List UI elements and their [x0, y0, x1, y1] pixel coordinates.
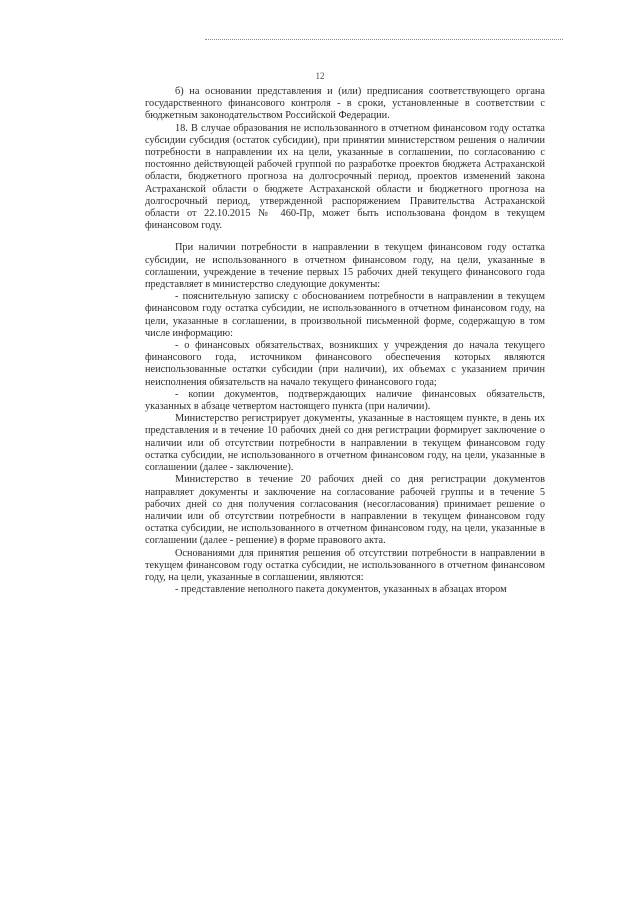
paragraph: - о финансовых обязательствах, возникших у учреждения до начала текущего финансового года, источником финансового обеспечения которых являются неиспользованные остатки субсидии (при наличии), их объемах с указанием причин неисполнения обязательств на начало текущего финансового года;	[145, 340, 545, 388]
header-dotted-rule	[205, 39, 563, 40]
document-body	[145, 86, 545, 596]
paragraph: б) на основании представления и (или) предписания соответствующего органа государственного финансового контроля - в сроки, установленные в соответствии с бюджетным законодательством Российской Федерации.	[145, 86, 545, 122]
paragraph: - копии документов, подтверждающих наличие финансовых обязательств, указанных в абзаце четвертом настоящего пункта (при наличии).	[145, 388, 545, 413]
paragraph: Министерство в течение 20 рабочих дней со дня регистрации документов направляет документы и заключение на согласование рабочей группы и в течение 5 рабочих дней со дня получения согласования (несогласования) принимает решение о наличии или об отсутствии потребности в направлении в текущем финансовом году остатка субсидии, не использованного в отчетном финансовом году, на цели, указанные в соглашении (далее - решение) в форме правового акта.	[145, 474, 545, 547]
paragraph: Основаниями для принятия решения об отсутствии потребности в направлении в текущем финансовом году остатка субсидии, не использованного в отчетном финансовом году, на цели, указанные в соглашении, являются:	[145, 547, 545, 583]
paragraph: - представление неполного пакета документов, указанных в абзацах втором	[175, 584, 507, 596]
paragraph: 18. В случае образования не использованного в отчетном финансовом году остатка субсидии субсидия (остаток субсидии), при принятии министерством решения о наличии потребности в направлении их на цели, указанные в соглашении, по согласованию с постоянно действующей рабочей группой по разработке проектов бюджета Астраханской области, бюджетного прогноза на долгосрочный период, проектов изменений закона Астраханской области о бюджете Астраханской области и бюджетного прогноза на долгосрочный период, утвержденной распоряжением Правительства Астраханской области от 22.10.2015 № 460-Пр, может быть использована фондом в текущем финансовом году.	[145, 122, 545, 232]
page-number: 12	[315, 71, 325, 81]
paragraph: - пояснительную записку с обоснованием потребности в направлении в текущем финансовом году остатка субсидии, не использованного в отчетном финансовом году, на цели, указанные в соглашении, в произвольной письменной форме, содержащую в том числе информацию:	[145, 291, 545, 339]
paragraph: При наличии потребности в направлении в текущем финансовом году остатка субсидии, не использованного в отчетном финансовом году, на цели, указанные в соглашении, учреждение в течение первых 15 рабочих дней текущего финансового года представляет в министерство следующие документы:	[145, 242, 545, 291]
paragraph: Министерство регистрирует документы, указанные в настоящем пункте, в день их представления и в течение 10 рабочих дней со дня регистрации формирует заключение о наличии или об отсутствии потребности в направлении в текущем финансовом году остатка субсидии, не использованного в отчетном финансовом году, на цели, указанные в соглашении (далее - заключение).	[145, 413, 545, 474]
